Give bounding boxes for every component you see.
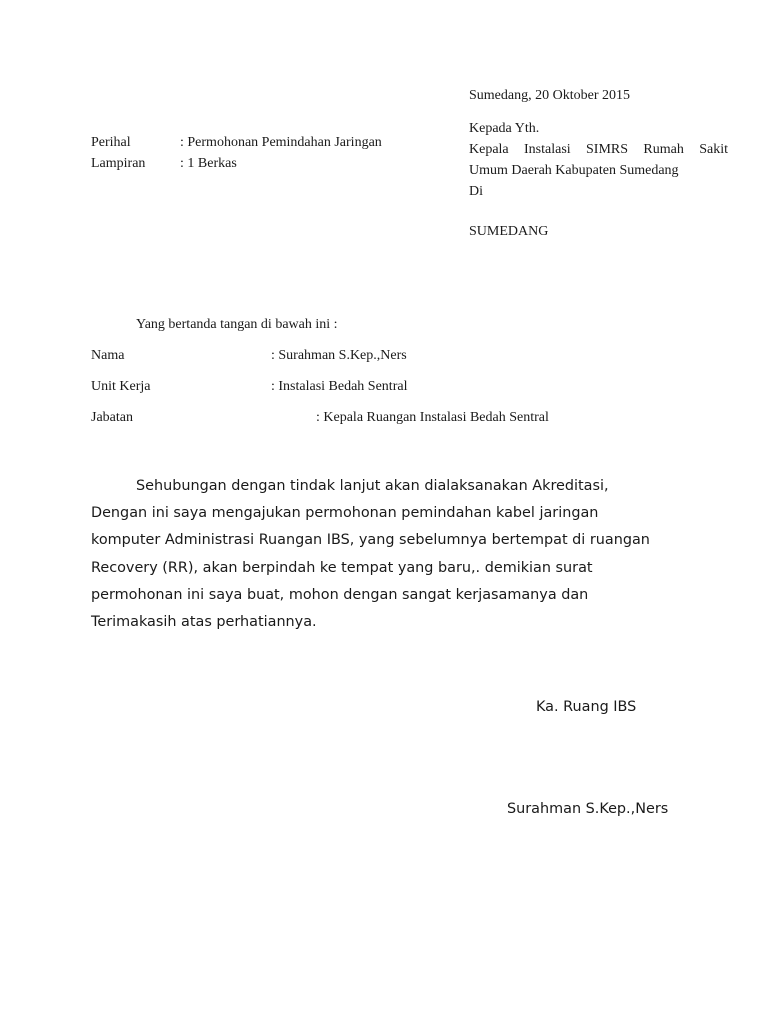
identity-position-label: Jabatan [91,410,133,425]
body-line: Dengan ini saya mengajukan permohonan pemindahan kabel jaringan [91,505,599,521]
identity-unit-value: : Instalasi Bedah Sentral [271,379,408,394]
body-line: Terimakasih atas perhatiannya. [91,614,317,630]
recipient-line-3: Umum Daerah Kabupaten Sumedang [469,163,679,178]
identity-position-value: : Kepala Ruangan Instalasi Bedah Sentral [316,410,549,425]
recipient-greeting: Kepada Yth. [469,121,540,136]
signature-name: Surahman S.Kep.,Ners [507,801,669,817]
intro-text: Yang bertanda tangan di bawah ini : [136,317,338,332]
identity-unit-label: Unit Kerja [91,379,151,394]
body-line: permohonan ini saya buat, mohon dengan sangat kerjasamanya dan [91,587,589,603]
identity-name-label: Nama [91,348,125,363]
attachment-label: Lampiran [91,156,146,171]
body-line: Recovery (RR), akan berpindah ke tempat yang baru,. demikian surat [91,560,593,576]
place-date: Sumedang, 20 Oktober 2015 [469,88,630,103]
subject-label: Perihal [91,135,131,150]
body-line: Sehubungan dengan tindak lanjut akan dialaksanakan Akreditasi, [136,478,609,494]
recipient-line-4: Di [469,184,483,199]
recipient-line-2: Kepala Instalasi SIMRS Rumah Sakit [469,142,728,157]
attachment-value: : 1 Berkas [180,156,237,171]
body-line: komputer Administrasi Ruangan IBS, yang sebelumnya bertempat di ruangan [91,532,650,548]
subject-value: : Permohonan Pemindahan Jaringan [180,135,382,150]
identity-name-value: : Surahman S.Kep.,Ners [271,348,407,363]
recipient-city: SUMEDANG [469,224,549,239]
signature-title: Ka. Ruang IBS [536,699,637,715]
